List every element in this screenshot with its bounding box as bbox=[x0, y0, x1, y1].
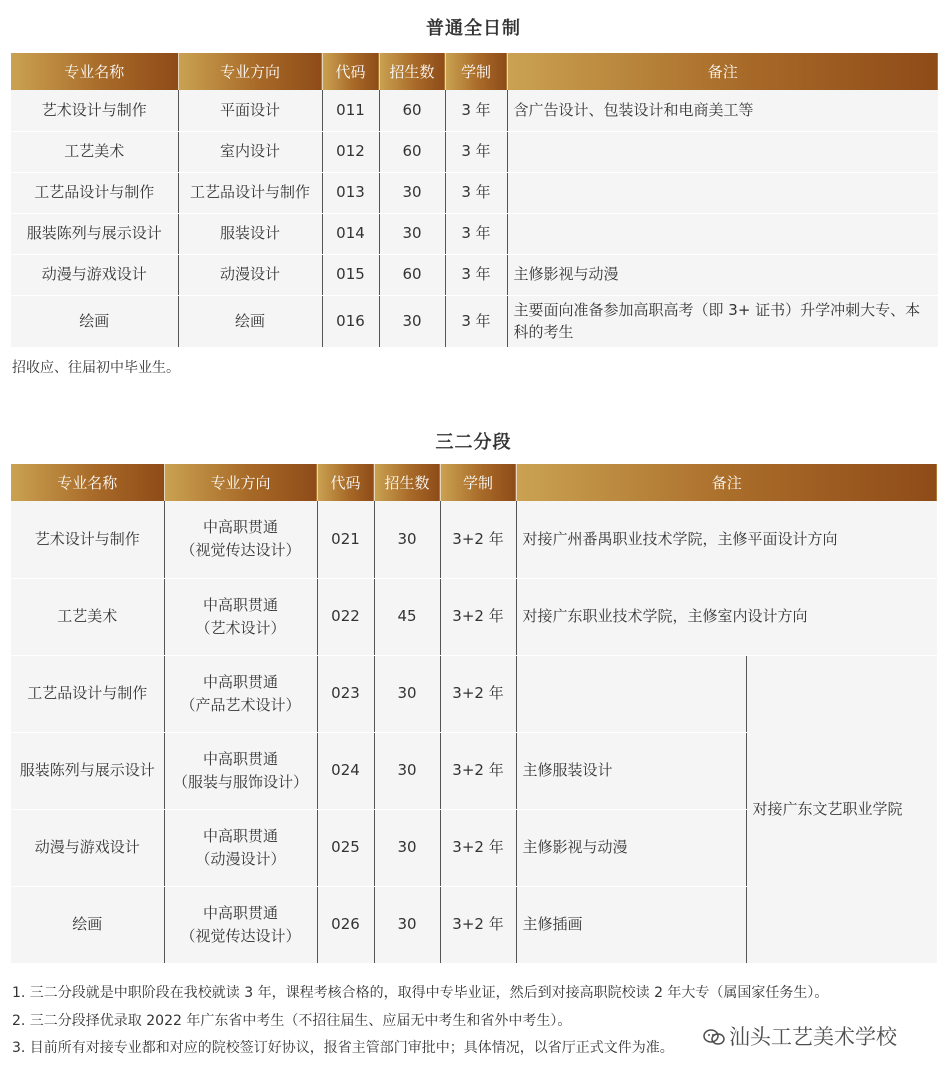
note-2: 2. 三二分段择优录取 2022 年广东省中考生（不招往届生、应届无中考生和省外中考生）。 bbox=[12, 1013, 572, 1029]
table-header-row bbox=[11, 53, 938, 90]
cell-major-name: 动漫与游戏设计 bbox=[11, 254, 178, 295]
cell-code: 011 bbox=[322, 90, 379, 131]
watermark bbox=[703, 1021, 897, 1051]
cell-duration: 3+2 年 bbox=[440, 578, 516, 655]
table-row bbox=[11, 172, 938, 213]
cell-major-direction: 室内设计 bbox=[178, 131, 322, 172]
cell-code: 024 bbox=[317, 732, 374, 809]
column-header-major-direction: 专业方向 bbox=[178, 53, 322, 90]
cell-major-direction bbox=[164, 809, 317, 886]
cell-remarks bbox=[516, 655, 746, 732]
cell-enrollment: 60 bbox=[379, 90, 445, 131]
column-header-enrollment: 招生数 bbox=[379, 53, 445, 90]
cell-duration: 3 年 bbox=[445, 90, 507, 131]
cell-code: 016 bbox=[322, 295, 379, 347]
direction-line: 中高职贯通 bbox=[202, 903, 278, 922]
cell-enrollment: 45 bbox=[374, 578, 440, 655]
cell-remarks: 主修影视与动漫 bbox=[507, 254, 938, 295]
cell-duration: 3+2 年 bbox=[440, 809, 516, 886]
cell-major-name: 服装陈列与展示设计 bbox=[11, 213, 178, 254]
cell-major-direction bbox=[164, 732, 317, 809]
cell-major-direction: 平面设计 bbox=[178, 90, 322, 131]
table-row bbox=[11, 295, 938, 347]
table-row bbox=[11, 501, 937, 578]
note-1: 1. 三二分段就是中职阶段在我校就读 3 年，课程考核合格的，取得中专毕业证，然后到对接高职院校读 2 年大专（属国家任务生）。 bbox=[12, 985, 829, 1001]
cell-duration: 3+2 年 bbox=[440, 732, 516, 809]
cell-enrollment: 30 bbox=[374, 886, 440, 963]
cell-code: 014 bbox=[322, 213, 379, 254]
column-header-major-direction: 专业方向 bbox=[164, 464, 317, 501]
table-row bbox=[11, 655, 937, 732]
cell-duration: 3+2 年 bbox=[440, 886, 516, 963]
cell-duration: 3 年 bbox=[445, 172, 507, 213]
cell-major-direction bbox=[164, 655, 317, 732]
cell-major-direction: 绘画 bbox=[178, 295, 322, 347]
table-header-row bbox=[11, 464, 937, 501]
cell-duration: 3 年 bbox=[445, 131, 507, 172]
cell-remarks: 主修服装设计 bbox=[516, 732, 746, 809]
column-header-remarks: 备注 bbox=[507, 53, 938, 90]
section2-title: 三二分段 bbox=[435, 432, 512, 453]
column-header-major-name: 专业名称 bbox=[11, 464, 164, 501]
cell-enrollment: 60 bbox=[379, 254, 445, 295]
section1-footnote: 招收应、往届初中毕业生。 bbox=[12, 360, 180, 376]
cell-major-name: 工艺美术 bbox=[11, 131, 178, 172]
cell-enrollment: 30 bbox=[379, 295, 445, 347]
cell-major-name: 绘画 bbox=[11, 295, 178, 347]
cell-enrollment: 60 bbox=[379, 131, 445, 172]
cell-remarks: 对接广东职业技术学院，主修室内设计方向 bbox=[516, 578, 937, 655]
table-row bbox=[11, 131, 938, 172]
cell-major-name: 艺术设计与制作 bbox=[11, 501, 164, 578]
cell-enrollment: 30 bbox=[374, 809, 440, 886]
column-header-code: 代码 bbox=[317, 464, 374, 501]
cell-remarks: 主修插画 bbox=[516, 886, 746, 963]
cell-enrollment: 30 bbox=[374, 655, 440, 732]
cell-major-direction: 动漫设计 bbox=[178, 254, 322, 295]
direction-subline: （视觉传达设计） bbox=[180, 541, 301, 560]
cell-enrollment: 30 bbox=[379, 213, 445, 254]
cell-major-name: 动漫与游戏设计 bbox=[11, 809, 164, 886]
direction-subline: （视觉传达设计） bbox=[180, 926, 301, 945]
cell-code: 021 bbox=[317, 501, 374, 578]
three-two-table bbox=[11, 464, 937, 964]
cell-duration: 3+2 年 bbox=[440, 655, 516, 732]
cell-remarks: 含广告设计、包装设计和电商美工等 bbox=[507, 90, 938, 131]
cell-enrollment: 30 bbox=[379, 172, 445, 213]
cell-duration: 3 年 bbox=[445, 295, 507, 347]
table-row bbox=[11, 213, 938, 254]
direction-line: 中高职贯通 bbox=[202, 518, 278, 537]
table-row bbox=[11, 578, 937, 655]
direction-line: 中高职贯通 bbox=[202, 749, 278, 768]
column-header-enrollment: 招生数 bbox=[374, 464, 440, 501]
cell-duration: 3 年 bbox=[445, 213, 507, 254]
cell-major-name: 工艺品设计与制作 bbox=[11, 655, 164, 732]
cell-duration: 3 年 bbox=[445, 254, 507, 295]
table-row bbox=[11, 254, 938, 295]
cell-code: 022 bbox=[317, 578, 374, 655]
cell-code: 012 bbox=[322, 131, 379, 172]
cell-enrollment: 30 bbox=[374, 732, 440, 809]
direction-subline: （服装与服饰设计） bbox=[172, 772, 308, 791]
cell-major-direction bbox=[164, 886, 317, 963]
cell-remarks: 对接广州番禺职业技术学院，主修平面设计方向 bbox=[516, 501, 937, 578]
note-3: 3. 目前所有对接专业都和对应的院校签订好协议，报省主管部门审批中；具体情况，以省厅正式文件为准。 bbox=[12, 1040, 674, 1056]
column-header-duration: 学制 bbox=[440, 464, 516, 501]
cell-code: 026 bbox=[317, 886, 374, 963]
watermark-text: 汕头工艺美术学校 bbox=[729, 1025, 897, 1049]
cell-major-name: 艺术设计与制作 bbox=[11, 90, 178, 131]
cell-code: 023 bbox=[317, 655, 374, 732]
cell-remarks bbox=[507, 131, 938, 172]
cell-remarks: 主修影视与动漫 bbox=[516, 809, 746, 886]
cell-major-name: 绘画 bbox=[11, 886, 164, 963]
cell-major-direction: 服装设计 bbox=[178, 213, 322, 254]
cell-major-name: 工艺品设计与制作 bbox=[11, 172, 178, 213]
direction-line: 中高职贯通 bbox=[202, 595, 278, 614]
column-header-remarks: 备注 bbox=[516, 464, 937, 501]
direction-subline: （动漫设计） bbox=[195, 849, 286, 868]
column-header-duration: 学制 bbox=[445, 53, 507, 90]
cell-code: 025 bbox=[317, 809, 374, 886]
cell-major-direction: 工艺品设计与制作 bbox=[178, 172, 322, 213]
cell-code: 015 bbox=[322, 254, 379, 295]
cell-major-name: 工艺美术 bbox=[11, 578, 164, 655]
cell-enrollment: 30 bbox=[374, 501, 440, 578]
cell-remarks: 主要面向准备参加高职高考（即 3+ 证书）升学冲刺大专、本科的考生 bbox=[507, 295, 938, 347]
direction-line: 中高职贯通 bbox=[202, 826, 278, 845]
cell-major-direction bbox=[164, 501, 317, 578]
section1-title: 普通全日制 bbox=[426, 18, 521, 39]
direction-line: 中高职贯通 bbox=[202, 672, 278, 691]
cell-major-name: 服装陈列与展示设计 bbox=[11, 732, 164, 809]
direction-subline: （产品艺术设计） bbox=[180, 695, 301, 714]
table-row bbox=[11, 90, 938, 131]
cell-merged-partner: 对接广东文艺职业学院 bbox=[746, 655, 937, 963]
cell-remarks bbox=[507, 213, 938, 254]
cell-remarks bbox=[507, 172, 938, 213]
wechat-icon bbox=[703, 1028, 725, 1046]
column-header-code: 代码 bbox=[322, 53, 379, 90]
cell-major-direction bbox=[164, 578, 317, 655]
cell-code: 013 bbox=[322, 172, 379, 213]
cell-duration: 3+2 年 bbox=[440, 501, 516, 578]
direction-subline: （艺术设计） bbox=[195, 618, 286, 637]
fulltime-table bbox=[11, 53, 938, 348]
column-header-major-name: 专业名称 bbox=[11, 53, 178, 90]
